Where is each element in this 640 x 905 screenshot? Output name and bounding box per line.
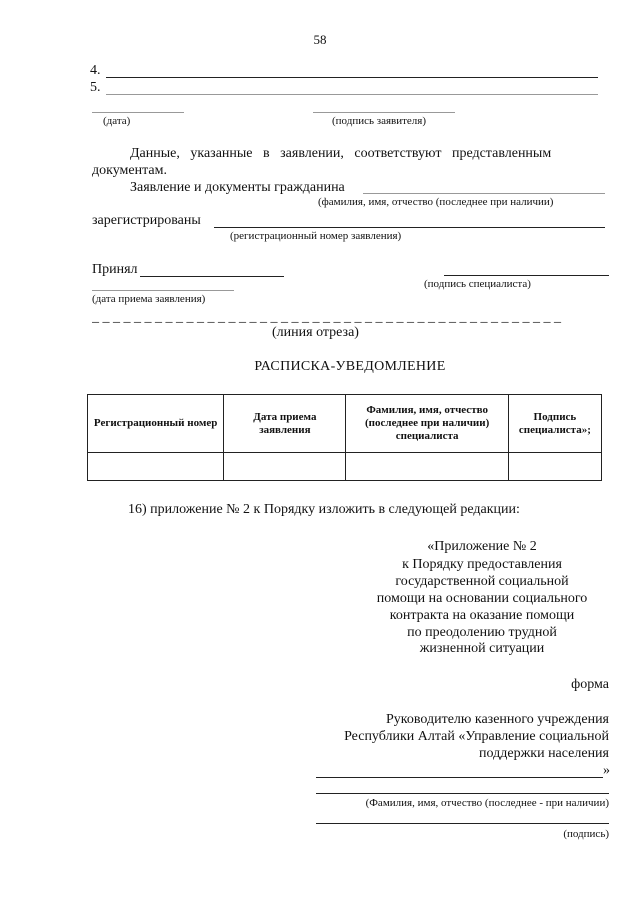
applicant-fio-line [316, 793, 609, 794]
form-label: форма [571, 677, 609, 692]
appendix-line-4: помощи на основании социального [376, 591, 588, 606]
regnum-caption: (регистрационный номер заявления) [230, 230, 402, 242]
appendix-line-3: государственной социальной [395, 574, 569, 589]
applicant-signature-line [313, 112, 455, 113]
table-row [88, 453, 602, 481]
addressee-close-quote: » [603, 763, 610, 778]
list-item-5-line [106, 94, 598, 95]
table-header-cell: Фамилия, имя, отчество (последнее при наличии) специалиста [346, 395, 508, 453]
addressee-name-line [316, 777, 603, 778]
accepted-label: Принял [92, 262, 138, 277]
receipt-table [87, 394, 602, 481]
date-caption: (дата) [103, 115, 131, 127]
specialist-signature-caption: (подпись специалиста) [424, 278, 531, 290]
citizen-name-line [363, 193, 605, 194]
signature-caption: (подпись) [563, 828, 609, 840]
addressee-line-1: Руководителю казенного учреждения [386, 712, 609, 727]
appendix-line-7: жизненной ситуации [419, 641, 545, 656]
amendment-text: 16) приложение № 2 к Порядку изложить в следующей редакции: [128, 502, 520, 517]
registered-label: зарегистрированы [92, 213, 201, 228]
appendix-line-5: контракта на оказание помощи [389, 608, 575, 623]
accepted-line [140, 276, 284, 277]
appendix-line-1: «Приложение № 2 [427, 539, 537, 554]
acceptance-date-line [92, 290, 234, 291]
table-header-cell: Регистрационный номер [88, 395, 224, 453]
table-cell [346, 453, 508, 481]
page-number: 58 [313, 32, 327, 47]
fio-caption: (фамилия, имя, отчество (последнее при наличии) [318, 196, 554, 208]
cut-line: _ _ _ _ _ _ _ _ _ _ _ _ _ _ _ _ _ _ _ _ _ _ _ _ _ _ _ _ _ _ _ _ _ _ _ _ _ _ _ _ _ _ _ _ _ [92, 310, 561, 325]
receipt-title: РАСПИСКА-УВЕДОМЛЕНИЕ [254, 359, 446, 374]
table-header-cell: Подпись специалиста»; [508, 395, 601, 453]
date-line [92, 112, 184, 113]
table-header-cell: Дата приема заявления [224, 395, 346, 453]
table-cell [224, 453, 346, 481]
applicant-signature-caption: (подпись заявителя) [332, 115, 427, 127]
table-cell [508, 453, 601, 481]
paragraph-data-line1: Данные, указанные в заявлении, соответствуют представленным [130, 146, 552, 161]
table-header-row [88, 395, 602, 453]
table-cell [88, 453, 224, 481]
appendix-line-2: к Порядку предоставления [402, 557, 562, 572]
registration-number-line [214, 227, 605, 228]
list-item-4-line [106, 77, 598, 78]
addressee-line-3: поддержки населения [479, 746, 609, 761]
cut-caption: (линия отреза) [272, 325, 359, 340]
signature-line [316, 823, 609, 824]
acceptance-date-caption: (дата приема заявления) [92, 293, 206, 305]
paragraph-data-line2: документам. [92, 163, 167, 178]
addressee-line-2: Республики Алтай «Управление социальной [344, 729, 609, 744]
list-item-4: 4. [90, 63, 101, 78]
list-item-5: 5. [90, 80, 101, 95]
paragraph-docs: Заявление и документы гражданина [130, 180, 345, 195]
specialist-signature-line [444, 275, 609, 276]
appendix-line-6: по преодолению трудной [407, 625, 557, 640]
fio-caption-2: (Фамилия, имя, отчество (последнее - при наличии) [365, 797, 609, 809]
